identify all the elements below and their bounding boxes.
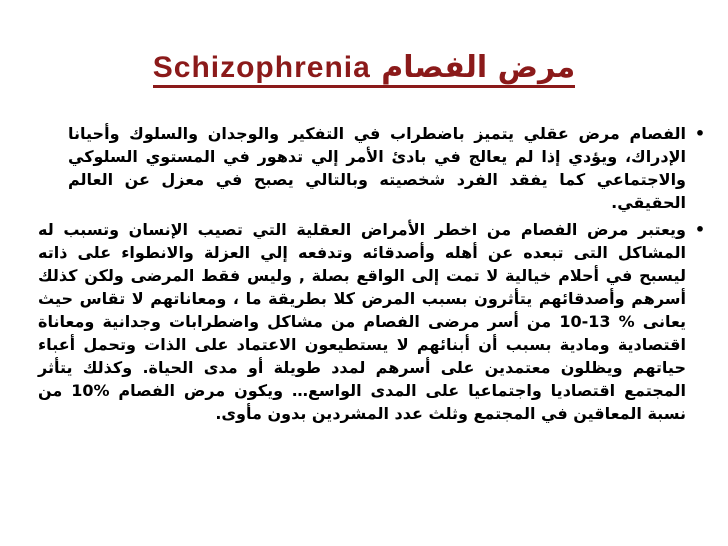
bullet-item-definition — [38, 122, 710, 214]
bullet-text-part-3: من نسبة المعاقين في المجتمع وثلث عدد المشردين بدون مأوى. — [38, 381, 686, 423]
bullet-marker: • — [694, 124, 706, 143]
bullet-marker: • — [694, 220, 706, 239]
slide-title — [40, 44, 688, 92]
title-latin: Schizophrenia — [152, 51, 371, 84]
statistic-disabled-percent: 10% — [71, 381, 110, 400]
bullet-text: الفصام مرض عقلي يتميز باضطراب في التفكير والوجدان والسلوك وأحيانا الإدراك، ويؤدي إذا لم يعالج في بادئ الأمر إلي تدهور في المستوي السلوكي والاجتماعي كما يفقد الفرد شخصيته وبالتالي يصبح في معزل عن العالم الحقيقي. — [68, 124, 686, 212]
bullet-text-part-1: ويعتبر مرض الفصام من اخطر الأمراض العقلية التي تصيب الإنسان وتسبب له المشاكل التى تبعده عن أهله وأصدقائه وتدفعه إلي العزلة والانطواء على ذاته ليسبح في أحلام خيالية لا تمت إلى الواقع بصلة , وليس فقط المرضى ولكن كذلك أسرهم وأصدقائهم يتأثرون بسبب المرض كلا بطريقة ما ، ومعاناتهم لا تقاس حيث يعانى — [38, 220, 686, 331]
bullet-item-impact — [38, 218, 710, 425]
statistic-family-percent: 10-13 % — [559, 312, 635, 331]
title-arabic: مرض الفصام — [381, 50, 576, 85]
bullet-text-part-2: من أسر مرضى الفصام من مشاكل واضطرابات وجدانية ومعاناة اقتصادية ومادية بسبب أن أبنائهم لا يستطيعون الاعتماد على الذات وتحمل أعباء حياتهم ويظلون معتمدين على أسرهم لمدد طويلة أو مدى الحياة. وكذلك يتأثر المجتمع اقتصاديا واجتماعيا على المدى الواسع… ويكون مرض الفصام — [38, 312, 687, 400]
bullet-list — [38, 122, 710, 429]
slide-title-underline — [153, 50, 576, 88]
